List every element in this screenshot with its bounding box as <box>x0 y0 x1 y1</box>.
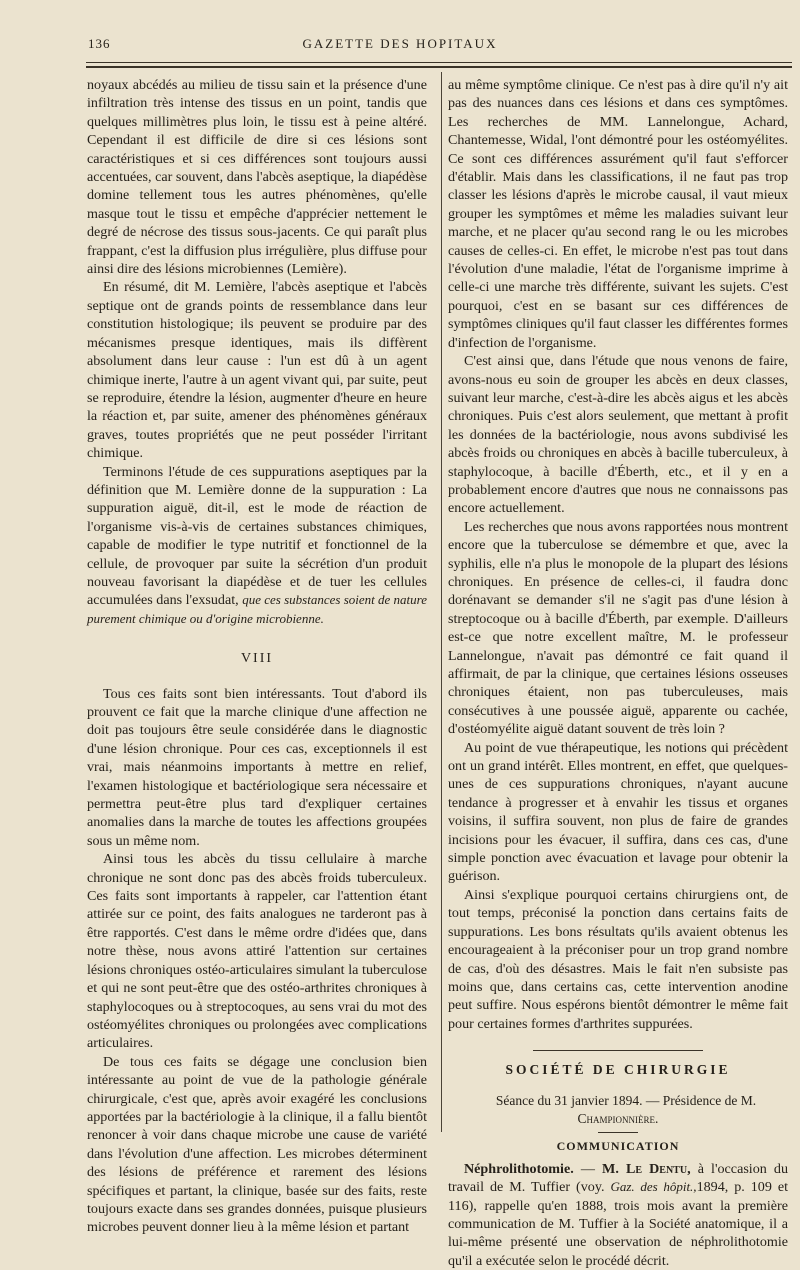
ornament-line <box>533 1050 703 1051</box>
italic-definition: que ces substances soient de nature purement chimique ou d'origine microbienne. <box>87 592 427 626</box>
header-rule-double <box>86 66 792 68</box>
page-number: 136 <box>88 36 111 51</box>
communication-title: COMMUNICATION <box>556 1139 680 1154</box>
section-number: VIII <box>240 651 274 667</box>
header-rule <box>86 62 792 63</box>
paragraph: au même symptôme clinique. Ce n'est pas à dire qu'il n'y ait pas des nuances dans ces lésions et dans ces symptômes. Les recherches de MM. Lannelongue, Achard, Chantemesse, Widal, l'ont démontré pour les ostéomyélites. Ce sont ces différences assurément qu'il faut s'efforcer d'établir. Mais dans les classifications, il ne faut pas trop classer les lésions d'après le microbe causal, il vaut mieux grouper les symptômes et même les maladies suivant leur marche, et ne placer qu'au second rang le ou les microbes causes de celles-ci. En effet, le microbe n'est pas tout dans l'évolution d'une maladie, l'état de l'organisme imprime à celle-ci une marche très différente, suivant les sujets. C'est pourquoi, c'est en se basant sur ces différences de symptômes cliniques qu'il faut classer les différentes formes d'infection de l'organisme. <box>448 77 788 351</box>
paragraph: Ainsi s'explique pourquoi certains chirurgiens ont, de tout temps, préconisé la ponction dans certains faits de suppurations. Les bons résultats qu'ils avaient obtenus les encourageaient à la préconiser pour un trop grand nombre de cas, d'où des désastres. Mais le fait n'en subsiste pas moins que, dans certains cas, cette intervention anodine peut suffire. Nous espérons bientôt démontrer le même fait pour certaines formes d'arthrites suppurées. <box>448 886 788 1032</box>
president-name: Championnière. <box>577 1110 659 1126</box>
paragraph: Au point de vue thérapeutique, les notions qui précèdent ont un grand intérêt. Elles montrent, en effet, que quelques-unes de ces suppurations chroniques, n'ayant aucune tendance à progresser et à envahir les tissus et organes voisins, il suffira souvent, non plus de faire de grandes incisions pour les évacuer, il suffira, dans ces cas, d'une simple ponction avec évacuation et lavage pour obtenir la guérison. <box>448 739 788 885</box>
column-divider <box>441 72 442 1132</box>
journal-title: GAZETTE DES HOPITAUX <box>302 36 498 51</box>
paragraph-text: Terminons l'étude de ces suppurations aseptiques par la définition que M. Lemière donne de la suppuration : La suppuration aiguë, dit-il, est le mode de réaction de l'organisme vis-à-vis de certaines substances chimiques, capable de modifier le type nutritif et fonctionnel de la cellule, de provoquer par suite la sécrétion d'un produit nouveau favorisant la diapédèse et de tuer les cellules accumulées dans l'exsudat, <box>87 463 427 609</box>
left-column <box>87 76 427 1237</box>
mini-rule <box>598 1132 638 1133</box>
paragraph <box>87 463 427 629</box>
paragraph: Tous ces faits sont bien intéressants. Tout d'abord ils prouvent ce fait que la marche clinique d'une affection ne doit pas toujours être seule considérée dans le diagnostic d'une lésion chronique. Pour ces cas, exceptionnels il est vrai, mais néanmoins importants à mettre en relief, l'examen histologique et bactériologique sera nécessaire et permettra peut-être plus tard d'expliquer certaines anomalies dans la marche de toutes les affections groupées sous un même nom. <box>87 685 427 849</box>
paragraph: C'est ainsi que, dans l'étude que nous venons de faire, avons-nous eu soin de grouper les abcès en deux classes, suivant leur marche, c'est-à-dire les abcès aigus et les abcès chroniques. Puis c'est alors seulement, que mettant à profit les données de la bactériologie, nous avons subdivisé les abcès froids ou chroniques en abcès à bacille tuberculeux, à staphylocoque, à bacille d'Éberth, etc., et il y en a probablement encore d'autres que nous ne connaissons pas encore actuellement. <box>448 353 788 517</box>
communication-text: à l'occasion du travail de M. Tuffier (voy. <box>448 1160 788 1196</box>
society-title: SOCIÉTÉ DE CHIRURGIE <box>505 1062 731 1078</box>
journal-reference: Gaz. des hôpit., <box>610 1179 697 1195</box>
communication-author: M. Le Dentu, <box>602 1160 691 1177</box>
paragraph: Ainsi tous les abcès du tissu cellulaire à marche chronique ne sont donc pas des abcès froids tuberculeux. Ces faits sont importants à rappeler, car l'attention étant attirée sur ce point, des faits analogues ne tarderont pas à être rapportés. C'est dans le même ordre d'idées que, dans notre thèse, nous avons attiré l'attention sur certaines lésions chroniques ostéo-articulaires simulant la tuberculose et qui ne sont peut-être que des ostéo-arthrites chroniques à staphylocoques ou à streptocoques, au sens vrai du mot des ostéomyélites chroniques ou prolongées avec complications articulaires. <box>87 851 427 1052</box>
communication-text: 1894, p. 109 et 116), rappelle qu'en 1888, trois mois avant la première communication de M. Tuffier à la Société anatomique, il a lui-même présenté une observation de néphrolithotomie qu'il a exécutée selon le procédé décrit. <box>448 1179 789 1269</box>
paragraph: En résumé, dit M. Lemière, l'abcès aseptique et l'abcès septique ont de grands points de ressemblance dans leur constitution histologique; ils peuvent se produire par des mécanismes presque identiques, mais ils diffèrent absolument dans leur cause : l'un est dû à un agent chimique inerte, l'autre à un agent vivant qui, par suite, peut se reproduire, étendre la lésion, augmenter d'heure en heure la réaction et, par suite, amener des phénomènes généraux graves, toutes propriétés que ne peut posséder l'irritant chimique. <box>87 279 427 462</box>
paragraph: Les recherches que nous avons rapportées nous montrent encore que la tuberculose se démembre et que, avec la syphilis, elle n'a plus le monopole de la plupart des lésions chroniques. En présence de celles-ci, il faudra donc dorénavant se demander s'il ne s'agit pas d'une lésion à streptocoque ou à bacille d'Éberth, par exemple. D'ailleurs est-ce que notre excellent maître, M. le professeur Lannelongue, n'avait pas démontré ce fait quand il affirmait, de par la clinique, que certaines lésions osseuses chroniques étaient, non pas tuberculeuses, mais consécutives à une poussée aiguë, apparente ou cachée, d'ostéomyélite aiguë datant souvent de très loin ? <box>448 518 788 738</box>
communication-dash: — <box>573 1160 603 1177</box>
seance-line <box>448 1092 788 1129</box>
seance-prefix: Séance du 31 janvier 1894. — Présidence de M. <box>495 1092 757 1108</box>
communication-paragraph <box>448 1160 788 1270</box>
paragraph: De tous ces faits se dégage une conclusion bien intéressante au point de vue de la pathologie générale chirurgicale, c'est que, après avoir exagéré les conclusions apportées par la bactériologie à la clinique, il a fallu bientôt renoncer à voir dans chaque microbe une cause de variété dans l'évolution d'une affection. Les microbes déterminent des lésions de préférence et rarement des lésions spécifiques et partant, la clinique, basée sur des faits, reste toujours exacte dans ses grandes données, puisque plusieurs microbes peuvent donner lieu à la même lésion et partant <box>87 1053 427 1236</box>
page-header <box>0 36 800 56</box>
ornament-divider <box>448 1041 788 1051</box>
paragraph: noyaux abcédés au milieu de tissu sain et la présence d'une infiltration très intense des tissus en un point, tandis que quelques millimètres plus loin, le tissu est à peine altéré. Cependant il est difficile de dire si ces lésions sont caractéristiques et si ces différences sont toujours aussi accentuées, car souvent, dans l'abcès aseptique, la diapédèse domine tellement tous les autres phénomènes, qu'elle masque tout le tissu et empêche d'apprécier nettement le degré de nécrose des tissus sous-jacents. Ce qui paraît plus frappant, c'est la diffusion plus irrégulière, plus diffuse pour ainsi dire des lésions microbiennes (Lemière). <box>87 77 427 278</box>
communication-lead: Néphrolithotomie. <box>464 1160 574 1177</box>
right-column <box>448 76 788 1270</box>
